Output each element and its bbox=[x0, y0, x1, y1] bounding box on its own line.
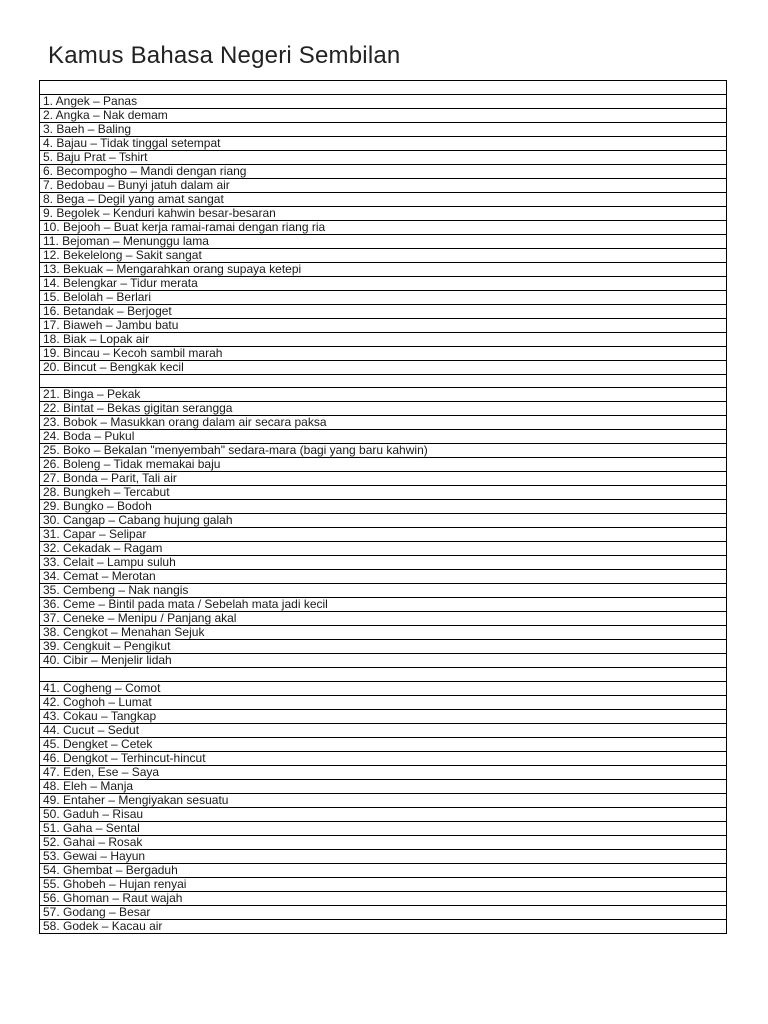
dictionary-entry: 20. Bincut – Bengkak kecil bbox=[40, 360, 727, 374]
dictionary-entry: 18. Biak – Lopak air bbox=[40, 332, 727, 346]
dictionary-entry: 22. Bintat – Bekas gigitan serangga bbox=[40, 402, 727, 416]
dictionary-entry: 48. Eleh – Manja bbox=[40, 779, 727, 793]
table-row bbox=[40, 751, 727, 765]
dictionary-entry: 13. Bekuak – Mengarahkan orang supaya ketepi bbox=[40, 262, 727, 276]
table-row bbox=[40, 234, 727, 248]
dictionary-entry: 32. Cekadak – Ragam bbox=[40, 542, 727, 556]
dictionary-entry: 46. Dengkot – Terhincut-hincut bbox=[40, 751, 727, 765]
table-row bbox=[40, 248, 727, 262]
dictionary-entry: 37. Ceneke – Menipu / Panjang akal bbox=[40, 612, 727, 626]
dictionary-entry: 11. Bejoman – Menunggu lama bbox=[40, 234, 727, 248]
dictionary-entry: 52. Gahai – Rosak bbox=[40, 835, 727, 849]
table-row bbox=[40, 94, 727, 108]
dictionary-entry: 36. Ceme – Bintil pada mata / Sebelah mata jadi kecil bbox=[40, 598, 727, 612]
table-row bbox=[40, 304, 727, 318]
table-row bbox=[40, 654, 727, 668]
table-row bbox=[40, 416, 727, 430]
dictionary-entry: 54. Ghembat – Bergaduh bbox=[40, 863, 727, 877]
table-row bbox=[40, 81, 727, 95]
dictionary-entry: 17. Biaweh – Jambu batu bbox=[40, 318, 727, 332]
dictionary-entry: 38. Cengkot – Menahan Sejuk bbox=[40, 626, 727, 640]
table-row bbox=[40, 709, 727, 723]
table-row bbox=[40, 374, 727, 388]
dictionary-entry: 7. Bedobau – Bunyi jatuh dalam air bbox=[40, 178, 727, 192]
table-row bbox=[40, 919, 727, 933]
table-row bbox=[40, 122, 727, 136]
table-row bbox=[40, 290, 727, 304]
table-row bbox=[40, 570, 727, 584]
dictionary-entry: 45. Dengket – Cetek bbox=[40, 737, 727, 751]
dictionary-entry: 30. Cangap – Cabang hujung galah bbox=[40, 514, 727, 528]
table-row bbox=[40, 556, 727, 570]
dictionary-entry: 42. Coghoh – Lumat bbox=[40, 695, 727, 709]
dictionary-entry: 53. Gewai – Hayun bbox=[40, 849, 727, 863]
dictionary-entry: 56. Ghoman – Raut wajah bbox=[40, 891, 727, 905]
dictionary-entry: 50. Gaduh – Risau bbox=[40, 807, 727, 821]
table-row bbox=[40, 640, 727, 654]
table-row bbox=[40, 178, 727, 192]
dictionary-entry: 10. Bejooh – Buat kerja ramai-ramai dengan riang ria bbox=[40, 220, 727, 234]
dictionary-entry bbox=[40, 668, 727, 682]
table-row bbox=[40, 779, 727, 793]
table-row bbox=[40, 402, 727, 416]
dictionary-entry bbox=[40, 374, 727, 388]
dictionary-entry: 16. Betandak – Berjoget bbox=[40, 304, 727, 318]
dictionary-entry: 47. Eden, Ese – Saya bbox=[40, 765, 727, 779]
table-row bbox=[40, 276, 727, 290]
table-row bbox=[40, 388, 727, 402]
dictionary-entry: 28. Bungkeh – Tercabut bbox=[40, 486, 727, 500]
table-row bbox=[40, 807, 727, 821]
dictionary-entry: 33. Celait – Lampu suluh bbox=[40, 556, 727, 570]
table-row bbox=[40, 346, 727, 360]
dictionary-table bbox=[39, 80, 727, 934]
table-row bbox=[40, 737, 727, 751]
dictionary-entry: 19. Bincau – Kecoh sambil marah bbox=[40, 346, 727, 360]
table-row bbox=[40, 108, 727, 122]
table-row bbox=[40, 220, 727, 234]
dictionary-entry: 27. Bonda – Parit, Tali air bbox=[40, 472, 727, 486]
dictionary-entry: 39. Cengkuit – Pengikut bbox=[40, 640, 727, 654]
table-row bbox=[40, 863, 727, 877]
table-row bbox=[40, 192, 727, 206]
dictionary-entry: 31. Capar – Selipar bbox=[40, 528, 727, 542]
dictionary-entry: 6. Becompogho – Mandi dengan riang bbox=[40, 164, 727, 178]
table-row bbox=[40, 835, 727, 849]
dictionary-entry: 15. Belolah – Berlari bbox=[40, 290, 727, 304]
table-row bbox=[40, 262, 727, 276]
table-row bbox=[40, 528, 727, 542]
dictionary-table-body bbox=[40, 81, 727, 934]
table-row bbox=[40, 332, 727, 346]
table-row bbox=[40, 849, 727, 863]
dictionary-entry: 2. Angka – Nak demam bbox=[40, 108, 727, 122]
dictionary-entry: 40. Cibir – Menjelir lidah bbox=[40, 654, 727, 668]
table-row bbox=[40, 444, 727, 458]
table-row bbox=[40, 500, 727, 514]
dictionary-entry: 35. Cembeng – Nak nangis bbox=[40, 584, 727, 598]
dictionary-entry: 9. Begolek – Kenduri kahwin besar-besaran bbox=[40, 206, 727, 220]
dictionary-entry: 51. Gaha – Sental bbox=[40, 821, 727, 835]
table-row bbox=[40, 458, 727, 472]
table-row bbox=[40, 486, 727, 500]
dictionary-entry: 4. Bajau – Tidak tinggal setempat bbox=[40, 136, 727, 150]
table-row bbox=[40, 681, 727, 695]
table-row bbox=[40, 695, 727, 709]
table-row bbox=[40, 793, 727, 807]
dictionary-entry bbox=[40, 81, 727, 95]
table-row bbox=[40, 514, 727, 528]
table-row bbox=[40, 318, 727, 332]
dictionary-entry: 8. Bega – Degil yang amat sangat bbox=[40, 192, 727, 206]
dictionary-entry: 49. Entaher – Mengiyakan sesuatu bbox=[40, 793, 727, 807]
dictionary-entry: 24. Boda – Pukul bbox=[40, 430, 727, 444]
table-row bbox=[40, 206, 727, 220]
table-row bbox=[40, 877, 727, 891]
dictionary-entry: 55. Ghobeh – Hujan renyai bbox=[40, 877, 727, 891]
table-row bbox=[40, 765, 727, 779]
dictionary-entry: 43. Cokau – Tangkap bbox=[40, 709, 727, 723]
dictionary-entry: 5. Baju Prat – Tshirt bbox=[40, 150, 727, 164]
dictionary-entry: 3. Baeh – Baling bbox=[40, 122, 727, 136]
table-row bbox=[40, 150, 727, 164]
table-row bbox=[40, 136, 727, 150]
page-title: Kamus Bahasa Negeri Sembilan bbox=[48, 42, 401, 69]
dictionary-entry: 57. Godang – Besar bbox=[40, 905, 727, 919]
dictionary-entry: 26. Boleng – Tidak memakai baju bbox=[40, 458, 727, 472]
table-row bbox=[40, 723, 727, 737]
table-row bbox=[40, 430, 727, 444]
table-row bbox=[40, 612, 727, 626]
dictionary-entry: 21. Binga – Pekak bbox=[40, 388, 727, 402]
table-row bbox=[40, 584, 727, 598]
dictionary-entry: 23. Bobok – Masukkan orang dalam air secara paksa bbox=[40, 416, 727, 430]
table-row bbox=[40, 626, 727, 640]
dictionary-entry: 41. Cogheng – Comot bbox=[40, 681, 727, 695]
table-row bbox=[40, 905, 727, 919]
dictionary-entry: 44. Cucut – Sedut bbox=[40, 723, 727, 737]
dictionary-entry: 29. Bungko – Bodoh bbox=[40, 500, 727, 514]
table-row bbox=[40, 472, 727, 486]
table-row bbox=[40, 668, 727, 682]
dictionary-entry: 34. Cemat – Merotan bbox=[40, 570, 727, 584]
dictionary-entry: 14. Belengkar – Tidur merata bbox=[40, 276, 727, 290]
table-row bbox=[40, 891, 727, 905]
table-row bbox=[40, 164, 727, 178]
table-row bbox=[40, 598, 727, 612]
dictionary-entry: 25. Boko – Bekalan "menyembah" sedara-mara (bagi yang baru kahwin) bbox=[40, 444, 727, 458]
dictionary-entry: 1. Angek – Panas bbox=[40, 94, 727, 108]
table-row bbox=[40, 542, 727, 556]
table-row bbox=[40, 360, 727, 374]
dictionary-entry: 58. Godek – Kacau air bbox=[40, 919, 727, 933]
table-row bbox=[40, 821, 727, 835]
dictionary-entry: 12. Bekelelong – Sakit sangat bbox=[40, 248, 727, 262]
